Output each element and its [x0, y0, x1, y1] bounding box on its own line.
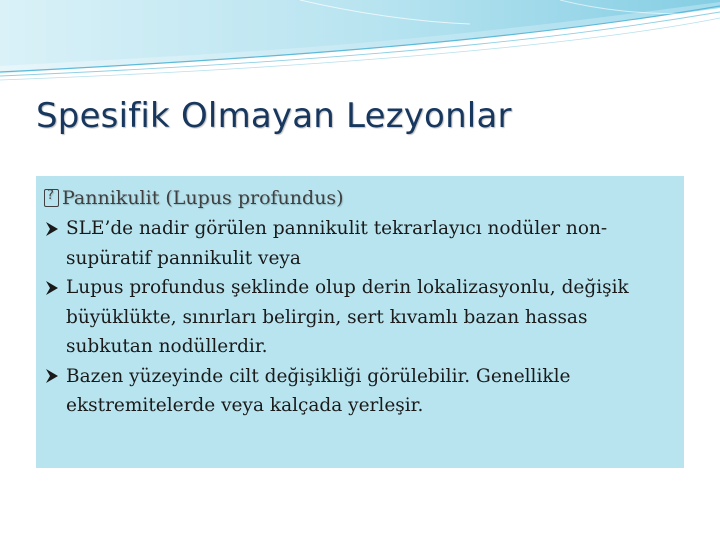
arrow-bullet-icon: [44, 214, 66, 244]
bullet-text: Bazen yüzeyinde cilt değişikliği görülebilir. Genellikle ekstremitelerde veya kalçada yerleşir.: [66, 365, 571, 416]
arrow-bullet-icon: [44, 273, 66, 303]
bullet-text: SLE’de nadir görülen pannikulit tekrarlayıcı nodüler non-supüratif pannikulit veya: [66, 218, 608, 269]
section-heading: [44, 182, 674, 214]
content-box: [36, 176, 684, 468]
bullet-list: [44, 214, 674, 421]
arrow-bullet-icon: [44, 362, 66, 392]
slide-title: Spesifik Olmayan Lezyonlar: [36, 96, 512, 136]
list-item: [44, 273, 674, 362]
missing-glyph-box-icon: [44, 189, 59, 207]
section-heading-text: Pannikulit (Lupus profundus): [62, 187, 344, 209]
wave-decoration: [0, 0, 720, 90]
bullet-text: Lupus profundus şeklinde olup derin lokalizasyonlu, değişik büyüklükte, sınırları belirgin, sert kıvamlı bazan hassas subkutan nodüllerdir.: [66, 277, 629, 357]
list-item: [44, 362, 674, 421]
list-item: [44, 214, 674, 273]
